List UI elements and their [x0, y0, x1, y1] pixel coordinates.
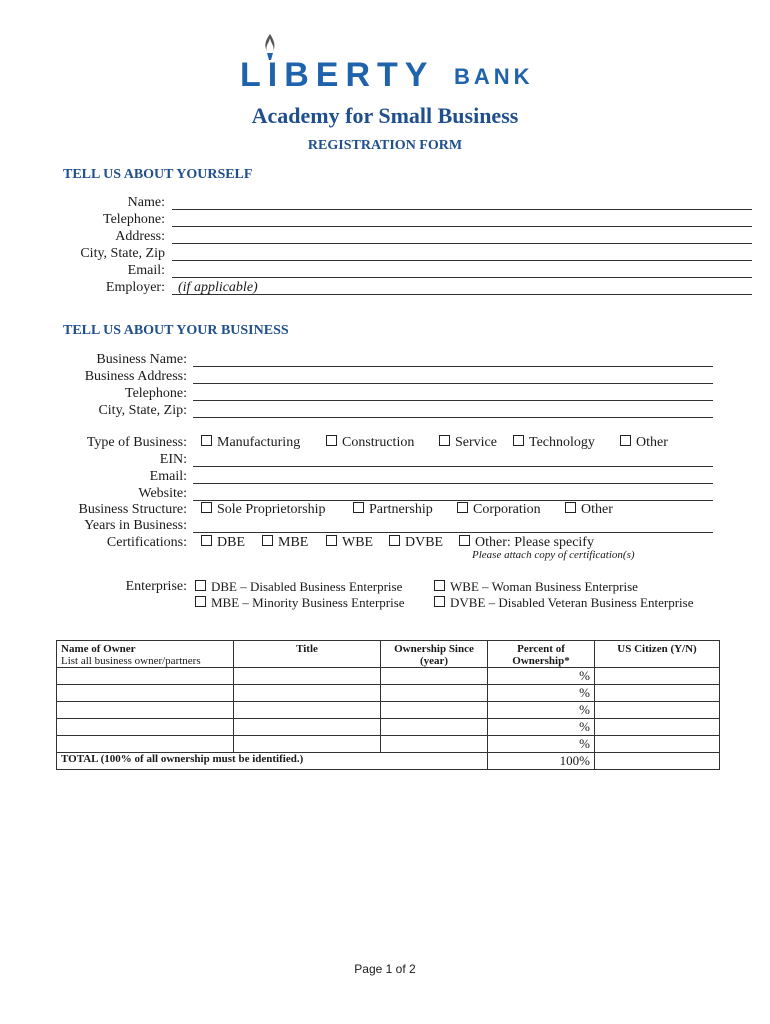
- col-header-title: Title: [234, 641, 381, 668]
- logo-bank-text: BANK: [454, 64, 534, 89]
- owner-citizen-cell[interactable]: [595, 702, 720, 719]
- owner-citizen-cell[interactable]: [595, 736, 720, 753]
- checkbox-enterprise-wbe[interactable]: [434, 578, 638, 595]
- field-label: Email:: [149, 469, 187, 484]
- owner-since-cell[interactable]: [381, 668, 488, 685]
- owner-since-cell[interactable]: [381, 685, 488, 702]
- option-label: WBE – Woman Business Enterprise: [450, 579, 638, 594]
- owner-name-cell[interactable]: [57, 736, 234, 753]
- owner-citizen-cell[interactable]: [595, 668, 720, 685]
- total-percent: 100%: [488, 753, 595, 770]
- header-sublabel: List all business owner/partners: [61, 655, 201, 667]
- checkbox-structure-other[interactable]: [565, 501, 613, 518]
- checkbox-icon[interactable]: [434, 580, 445, 591]
- owner-since-cell[interactable]: [381, 736, 488, 753]
- option-label: Other: Please specify: [475, 535, 594, 550]
- owner-name-cell[interactable]: [57, 719, 234, 736]
- owner-title-cell[interactable]: [234, 736, 381, 753]
- checkbox-icon[interactable]: [195, 596, 206, 607]
- field-label: Enterprise:: [125, 579, 187, 594]
- owner-title-cell[interactable]: [234, 719, 381, 736]
- field-label: Type of Business:: [86, 435, 187, 450]
- col-header-ownership-since: Ownership Since (year): [381, 641, 488, 668]
- option-label: DBE – Disabled Business Enterprise: [211, 579, 403, 594]
- total-label: TOTAL (100% of all ownership must be identified.): [57, 753, 488, 770]
- checkbox-icon[interactable]: [201, 502, 212, 513]
- checkbox-cert-wbe[interactable]: [326, 534, 373, 551]
- field-label: Address:: [115, 229, 165, 244]
- option-label: MBE – Minority Business Enterprise: [211, 595, 405, 610]
- owner-name-cell[interactable]: [57, 685, 234, 702]
- table-row: [57, 702, 720, 719]
- checkbox-partnership[interactable]: [353, 501, 433, 518]
- checkbox-icon[interactable]: [326, 435, 337, 446]
- owners-table: [56, 640, 720, 770]
- checkbox-enterprise-dvbe[interactable]: [434, 594, 693, 611]
- page-number: Page 1 of 2: [354, 962, 416, 976]
- checkbox-construction[interactable]: [326, 434, 414, 451]
- field-label: Employer:: [105, 280, 165, 295]
- table-row: [57, 685, 720, 702]
- checkbox-icon[interactable]: [262, 535, 273, 546]
- field-label: Business Name:: [96, 352, 187, 367]
- owner-percent-cell[interactable]: %: [488, 719, 595, 736]
- option-label: Sole Proprietorship: [217, 502, 326, 517]
- checkbox-icon[interactable]: [389, 535, 400, 546]
- checkbox-type-other[interactable]: [620, 434, 668, 451]
- owner-name-cell[interactable]: [57, 668, 234, 685]
- option-label: Other: [581, 502, 613, 517]
- business-email-input-line[interactable]: [193, 483, 713, 484]
- option-label: Manufacturing: [217, 435, 301, 450]
- checkbox-icon[interactable]: [434, 596, 445, 607]
- city-input-line[interactable]: [172, 260, 752, 261]
- header-label: Name of Owner: [61, 643, 136, 655]
- owner-percent-cell[interactable]: %: [488, 702, 595, 719]
- option-label: DVBE – Disabled Veteran Business Enterprise: [450, 595, 694, 610]
- years-input-line[interactable]: [193, 532, 713, 533]
- option-label: Service: [455, 435, 497, 450]
- checkbox-icon[interactable]: [201, 535, 212, 546]
- ein-input-line[interactable]: [193, 466, 713, 467]
- logo-wordmark: LIBERTY: [240, 56, 435, 94]
- field-label: Telephone:: [103, 212, 165, 227]
- checkbox-icon[interactable]: [620, 435, 631, 446]
- email-input-line[interactable]: [172, 277, 752, 278]
- checkbox-cert-dvbe[interactable]: [389, 534, 443, 551]
- checkbox-icon[interactable]: [513, 435, 524, 446]
- col-header-percent: Percent of Ownership*: [488, 641, 595, 668]
- table-row: [57, 719, 720, 736]
- checkbox-technology[interactable]: [513, 434, 595, 451]
- liberty-bank-logo: [240, 34, 540, 94]
- checkbox-icon[interactable]: [353, 502, 364, 513]
- option-label: Corporation: [473, 502, 541, 517]
- page-title: Academy for Small Business: [251, 103, 519, 128]
- checkbox-icon[interactable]: [565, 502, 576, 513]
- owner-percent-cell[interactable]: %: [488, 668, 595, 685]
- option-label: Partnership: [369, 502, 433, 517]
- field-label: City, State, Zip: [80, 246, 165, 261]
- checkbox-corporation[interactable]: [457, 501, 541, 518]
- owner-citizen-cell[interactable]: [595, 685, 720, 702]
- checkbox-icon[interactable]: [457, 502, 468, 513]
- checkbox-icon[interactable]: [326, 535, 337, 546]
- owner-since-cell[interactable]: [381, 719, 488, 736]
- table-total-row: [57, 753, 720, 770]
- section-heading-yourself: TELL US ABOUT YOURSELF: [63, 167, 253, 182]
- checkbox-icon[interactable]: [195, 580, 206, 591]
- owner-percent-cell[interactable]: %: [488, 685, 595, 702]
- table-header-row: [57, 641, 720, 668]
- option-label: DBE: [217, 535, 245, 550]
- owner-name-cell[interactable]: [57, 702, 234, 719]
- field-label: Years in Business:: [84, 518, 187, 533]
- business-telephone-input-line[interactable]: [193, 400, 713, 401]
- field-label: Business Address:: [84, 369, 187, 384]
- checkbox-icon[interactable]: [459, 535, 470, 546]
- col-header-citizen: US Citizen (Y/N): [595, 641, 720, 668]
- checkbox-cert-mbe[interactable]: [262, 534, 308, 551]
- business-city-input-line[interactable]: [193, 417, 713, 418]
- field-label: Business Structure:: [78, 502, 187, 517]
- certification-note: Please attach copy of certification(s): [472, 549, 635, 561]
- field-label: City, State, Zip:: [98, 403, 187, 418]
- owner-title-cell[interactable]: [234, 702, 381, 719]
- option-label: Other: [636, 435, 668, 450]
- employer-input-line[interactable]: [172, 294, 752, 295]
- owner-title-cell[interactable]: [234, 685, 381, 702]
- field-label: Certifications:: [106, 535, 187, 550]
- checkbox-icon[interactable]: [439, 435, 450, 446]
- checkbox-enterprise-dbe[interactable]: [195, 578, 402, 595]
- section-heading-business: TELL US ABOUT YOUR BUSINESS: [63, 323, 289, 338]
- table-row: [57, 736, 720, 753]
- owner-title-cell[interactable]: [234, 668, 381, 685]
- option-label: DVBE: [405, 535, 444, 550]
- checkbox-sole-proprietorship[interactable]: [201, 501, 326, 518]
- form-subtitle: REGISTRATION FORM: [307, 138, 463, 153]
- field-label: Name:: [127, 195, 165, 210]
- checkbox-cert-dbe[interactable]: [201, 534, 245, 551]
- business-address-input-line[interactable]: [193, 383, 713, 384]
- checkbox-icon[interactable]: [201, 435, 212, 446]
- checkbox-enterprise-mbe[interactable]: [195, 594, 405, 611]
- field-label: Telephone:: [125, 386, 187, 401]
- total-citizen-cell: [595, 753, 720, 770]
- col-header-name: [57, 641, 234, 668]
- address-input-line[interactable]: [172, 243, 752, 244]
- field-label: Email:: [127, 263, 165, 278]
- field-label: Website:: [138, 486, 187, 501]
- option-label: Construction: [342, 435, 415, 450]
- employer-hint: (if applicable): [178, 280, 258, 295]
- option-label: MBE: [278, 535, 309, 550]
- field-label: EIN:: [159, 452, 187, 467]
- owner-percent-cell[interactable]: %: [488, 736, 595, 753]
- telephone-input-line[interactable]: [172, 226, 752, 227]
- name-input-line[interactable]: [172, 209, 752, 210]
- business-name-input-line[interactable]: [193, 366, 713, 367]
- option-label: WBE: [342, 535, 374, 550]
- table-row: [57, 668, 720, 685]
- option-label: Technology: [529, 435, 595, 450]
- checkbox-service[interactable]: [439, 434, 497, 451]
- checkbox-manufacturing[interactable]: [201, 434, 300, 451]
- owner-citizen-cell[interactable]: [595, 719, 720, 736]
- owner-since-cell[interactable]: [381, 702, 488, 719]
